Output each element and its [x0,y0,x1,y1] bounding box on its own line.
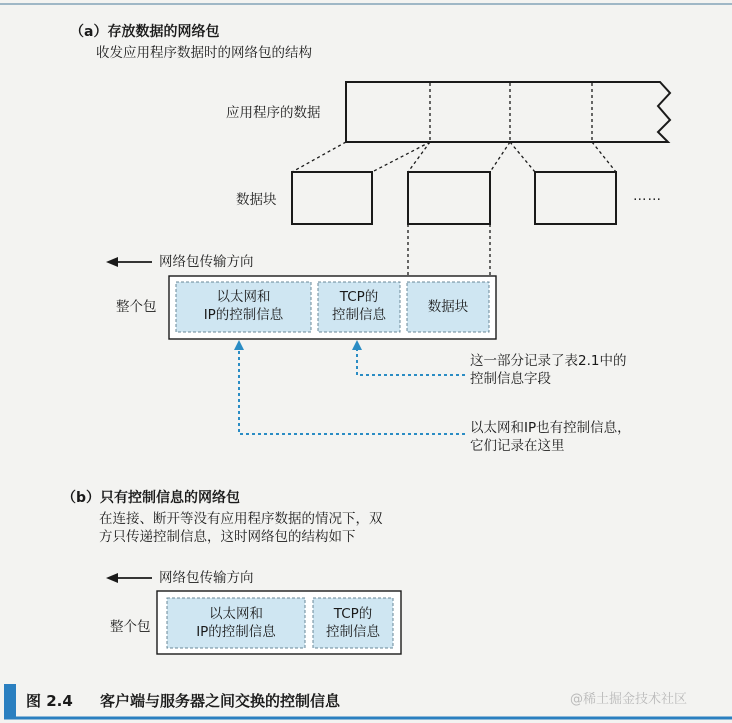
connector-3b [592,142,616,172]
section-a-title: （a）存放数据的网络包 [70,24,220,40]
figure-caption: 客户端与服务器之间交换的控制信息 [100,692,341,710]
packet-a-ethernet-ip-line1: 以太网和 [216,289,271,305]
packet-a-tcp-line2: 控制信息 [332,307,386,323]
packet-a-tcp-line1: TCP的 [339,289,379,305]
direction-label-a: 网络包传输方向 [159,254,254,270]
section-b-desc-line2: 方只传递控制信息，这时网络包的结构如下 [99,529,356,545]
connector-3a [510,142,535,172]
watermark: @稀土掘金技术社区 [570,692,688,707]
figure-number: 图 2.4 [26,692,73,710]
note2-line1: 以太网和IP也有控制信息， [470,420,631,436]
connector-1b [372,142,430,172]
note1-line2: 控制信息字段 [470,371,551,387]
chunk-label: 数据块 [236,192,277,208]
connector-1a [292,142,346,172]
data-chunk-3 [535,172,616,224]
app-data-label: 应用程序的数据 [226,105,321,121]
whole-packet-label-a: 整个包 [116,299,157,315]
packet-b-tcp-line2: 控制信息 [326,624,380,640]
packet-a-ethernet-ip-line2: IP的控制信息 [203,307,284,323]
app-data-strip [346,82,670,142]
leader-tcp [357,345,465,375]
section-b-title: （b）只有控制信息的网络包 [62,490,241,506]
caption-bar-accent [4,684,16,718]
note1-line1: 这一部分记录了表2.1中的 [470,353,627,369]
data-chunk-1 [292,172,372,224]
packet-b-tcp-line1: TCP的 [333,606,373,622]
note2-line2: 它们记录在这里 [470,438,565,454]
section-b-desc-line1: 在连接、断开等没有应用程序数据的情况下，双 [99,511,383,527]
connector-2a [408,142,430,172]
whole-packet-label-b: 整个包 [110,619,151,635]
leader-ethernet-ip [239,345,465,434]
ellipsis: …… [633,188,662,204]
data-chunk-2 [408,172,490,224]
connector-2b [490,142,510,172]
packet-b-ethernet-ip-line2: IP的控制信息 [196,624,276,640]
packet-b-ethernet-ip-line1: 以太网和 [209,606,263,622]
direction-label-b: 网络包传输方向 [159,570,254,586]
section-a-subtitle: 收发应用程序数据时的网络包的结构 [96,45,312,61]
packet-a-data-label: 数据块 [427,299,469,315]
